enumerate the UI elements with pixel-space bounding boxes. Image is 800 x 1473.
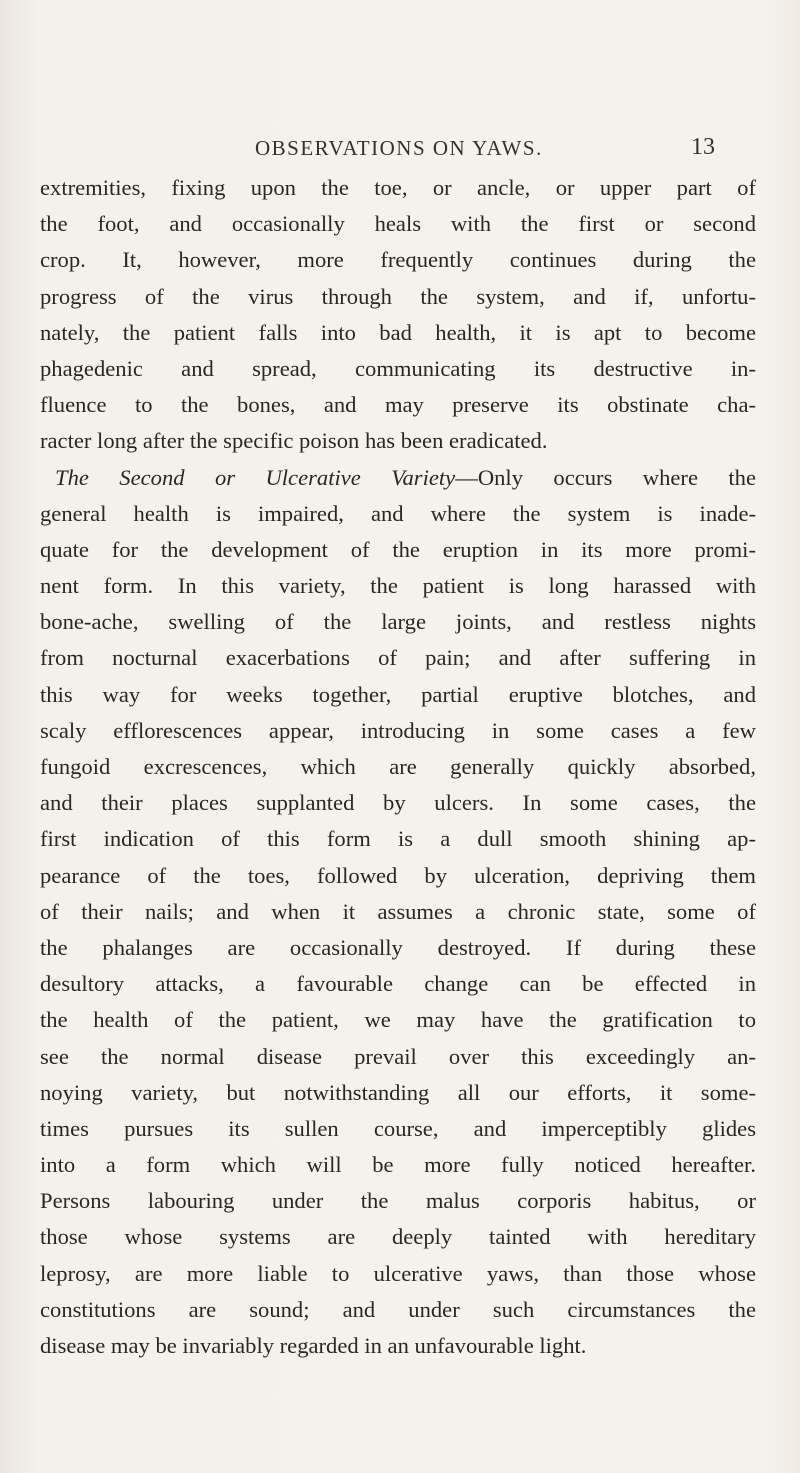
- text-line: scaly efflorescences appear, introducing in some cases a few: [40, 717, 756, 743]
- text-line: leprosy, are more liable to ulcerative yaws, than those whose: [40, 1260, 756, 1286]
- text-line: fungoid excrescences, which are generally quickly absorbed,: [40, 754, 756, 779]
- text-line: quate for the development of the eruption in its more promi-: [40, 536, 756, 562]
- text-line: general health is impaired, and where the system is inade-: [40, 500, 756, 526]
- body-text: [40, 170, 756, 1364]
- text-line: constitutions are sound; and under such circumstances the: [40, 1296, 756, 1322]
- text-line: racter long after the specific poison has been eradicated.: [40, 428, 548, 454]
- running-title: OBSERVATIONS ON YAWS.: [255, 136, 543, 160]
- text-line: this way for weeks together, partial eruptive blotches, and: [40, 681, 756, 707]
- text-line: fluence to the bones, and may preserve its obstinate cha-: [40, 392, 756, 418]
- text-line: into a form which will be more fully noticed hereafter.: [40, 1152, 756, 1178]
- text-line: Persons labouring under the malus corporis habitus, or: [40, 1188, 756, 1214]
- text-line: crop. It, however, more frequently continues during the: [40, 247, 756, 273]
- text-line: bone-ache, swelling of the large joints, and restless nights: [40, 609, 756, 635]
- text-line: nately, the patient falls into bad health, it is apt to become: [40, 319, 756, 345]
- section-heading-continuation: —Only occurs where the: [455, 464, 756, 490]
- page-number: 13: [691, 134, 715, 160]
- text-line: disease may be invariably regarded in an unfavourable light.: [40, 1333, 587, 1358]
- section-heading: The Second or Ulcerative Variety: [55, 464, 456, 490]
- text-line: progress of the virus through the system, and if, unfortu-: [40, 283, 756, 309]
- text-line: extremities, fixing upon the toe, or ancle, or upper part of: [40, 175, 756, 200]
- text-line: times pursues its sullen course, and imperceptibly glides: [40, 1115, 756, 1141]
- text-line: desultory attacks, a favourable change can be effected in: [40, 971, 756, 997]
- running-head: [255, 136, 715, 166]
- section-heading-line: [40, 460, 756, 496]
- text-line: the foot, and occasionally heals with the first or second: [40, 211, 756, 237]
- text-line: those whose systems are deeply tainted with hereditary: [40, 1224, 756, 1250]
- text-line: and their places supplanted by ulcers. In some cases, the: [40, 790, 756, 816]
- text-line: from nocturnal exacerbations of pain; and after suffering in: [40, 645, 756, 671]
- text-line: the health of the patient, we may have the gratification to: [40, 1007, 756, 1033]
- text-line: of their nails; and when it assumes a chronic state, some of: [40, 898, 756, 924]
- text-line: nent form. In this variety, the patient is long harassed with: [40, 573, 756, 599]
- text-line: pearance of the toes, followed by ulceration, depriving them: [40, 862, 756, 888]
- text-line: first indication of this form is a dull smooth shining ap-: [40, 826, 756, 852]
- text-line: see the normal disease prevail over this exceedingly an-: [40, 1043, 756, 1069]
- text-line: noying variety, but notwithstanding all our efforts, it some-: [40, 1079, 756, 1105]
- text-line: the phalanges are occasionally destroyed. If during these: [40, 934, 756, 960]
- text-line: phagedenic and spread, communicating its destructive in-: [40, 355, 756, 381]
